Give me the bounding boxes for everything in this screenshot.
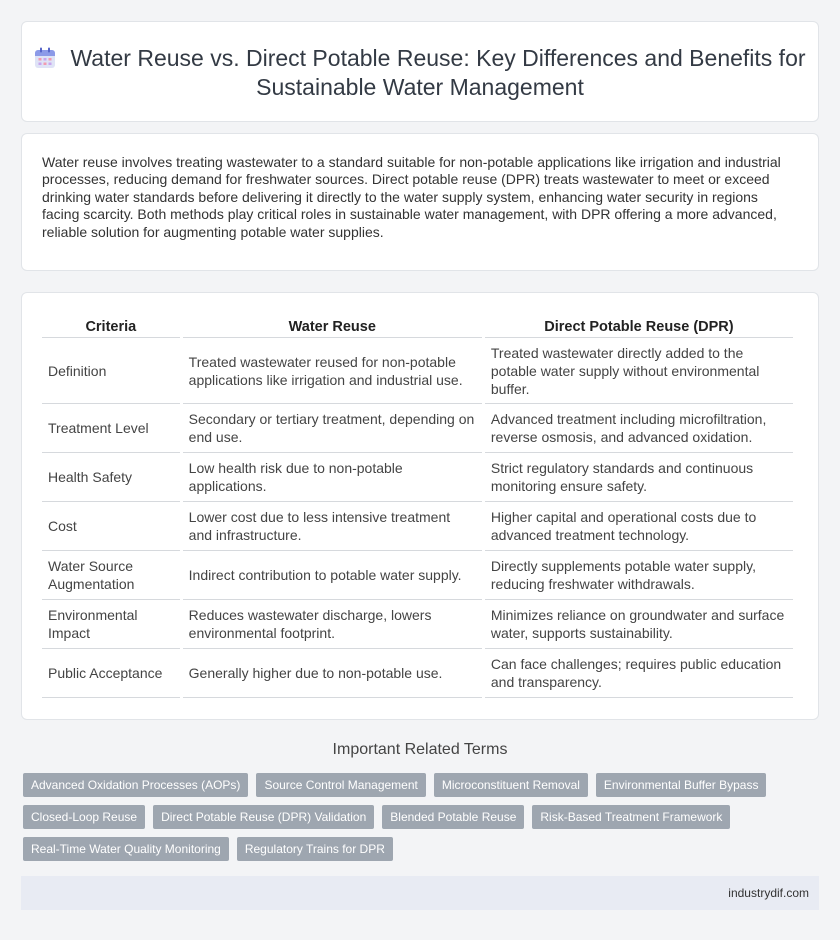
cell-criteria: Definition xyxy=(42,338,180,404)
cell-water-reuse: Treated wastewater reused for non-potable applications like irrigation and industrial use. xyxy=(183,338,482,404)
table-row xyxy=(42,502,793,551)
cell-criteria: Water Source Augmentation xyxy=(42,551,180,600)
cell-criteria: Environmental Impact xyxy=(42,600,180,649)
footer-site[interactable]: industrydif.com xyxy=(728,886,809,900)
cell-dpr: Treated wastewater directly added to the potable water supply without environmental buffer. xyxy=(485,338,793,404)
table-row xyxy=(42,453,793,502)
calendar-icon xyxy=(34,47,56,69)
related-term-tag[interactable]: Blended Potable Reuse xyxy=(382,805,524,829)
related-term-tag[interactable]: Regulatory Trains for DPR xyxy=(237,837,393,861)
cell-criteria: Treatment Level xyxy=(42,404,180,453)
related-term-tag[interactable]: Source Control Management xyxy=(256,773,425,797)
table-row xyxy=(42,404,793,453)
cell-dpr: Higher capital and operational costs due to advanced treatment technology. xyxy=(485,502,793,551)
cell-dpr: Advanced treatment including microfiltration, reverse osmosis, and advanced oxidation. xyxy=(485,404,793,453)
tag-row xyxy=(23,773,813,797)
cell-criteria: Health Safety xyxy=(42,453,180,502)
table-row xyxy=(42,551,793,600)
related-term-tag[interactable]: Microconstituent Removal xyxy=(434,773,588,797)
related-term-tag[interactable]: Environmental Buffer Bypass xyxy=(596,773,767,797)
cell-water-reuse: Low health risk due to non-potable applications. xyxy=(183,453,482,502)
cell-water-reuse: Indirect contribution to potable water supply. xyxy=(183,551,482,600)
cell-water-reuse: Lower cost due to less intensive treatment and infrastructure. xyxy=(183,502,482,551)
related-term-tag[interactable]: Risk-Based Treatment Framework xyxy=(532,805,730,829)
related-term-tag[interactable]: Real-Time Water Quality Monitoring xyxy=(23,837,229,861)
cell-dpr: Directly supplements potable water supply, reducing freshwater withdrawals. xyxy=(485,551,793,600)
header-criteria: Criteria xyxy=(42,317,180,338)
header-water-reuse: Water Reuse xyxy=(183,317,482,338)
cell-dpr: Can face challenges; requires public education and transparency. xyxy=(485,649,793,698)
page-title xyxy=(22,44,818,102)
related-term-tag[interactable]: Advanced Oxidation Processes (AOPs) xyxy=(23,773,248,797)
cell-water-reuse: Generally higher due to non-potable use. xyxy=(183,649,482,698)
tag-row xyxy=(23,805,813,829)
cell-water-reuse: Secondary or tertiary treatment, depending on end use. xyxy=(183,404,482,453)
table-row xyxy=(42,649,793,698)
cell-criteria: Public Acceptance xyxy=(42,649,180,698)
related-terms xyxy=(23,773,813,869)
cell-dpr: Minimizes reliance on groundwater and surface water, supports sustainability. xyxy=(485,600,793,649)
cell-water-reuse: Reduces wastewater discharge, lowers environmental footprint. xyxy=(183,600,482,649)
cell-criteria: Cost xyxy=(42,502,180,551)
comparison-card xyxy=(21,292,819,720)
related-term-tag[interactable]: Direct Potable Reuse (DPR) Validation xyxy=(153,805,374,829)
intro-paragraph: Water reuse involves treating wastewater to a standard suitable for non-potable applications like irrigation and industrial processes, reducing demand for freshwater sources. Direct potable reuse (DPR) treats wastewater to meet or exceed drinking water standards before delivering it directly to the water supply system, enhancing water security in regions facing scarcity. Both methods play critical roles in sustainable water management, with DPR offering a more advanced, reliable solution for augmenting potable water supplies. xyxy=(42,154,781,240)
page-title-text: Water Reuse vs. Direct Potable Reuse: Key Differences and Benefits for Sustainable Water Management xyxy=(70,45,806,100)
header-dpr: Direct Potable Reuse (DPR) xyxy=(485,317,793,338)
tag-row xyxy=(23,837,813,861)
related-terms-title: Important Related Terms xyxy=(332,741,508,758)
cell-dpr: Strict regulatory standards and continuous monitoring ensure safety. xyxy=(485,453,793,502)
table-row xyxy=(42,600,793,649)
intro-card xyxy=(21,133,819,271)
comparison-table xyxy=(39,317,796,698)
related-term-tag[interactable]: Closed-Loop Reuse xyxy=(23,805,145,829)
footer xyxy=(21,876,819,910)
title-card xyxy=(21,21,819,122)
table-row xyxy=(42,338,793,404)
